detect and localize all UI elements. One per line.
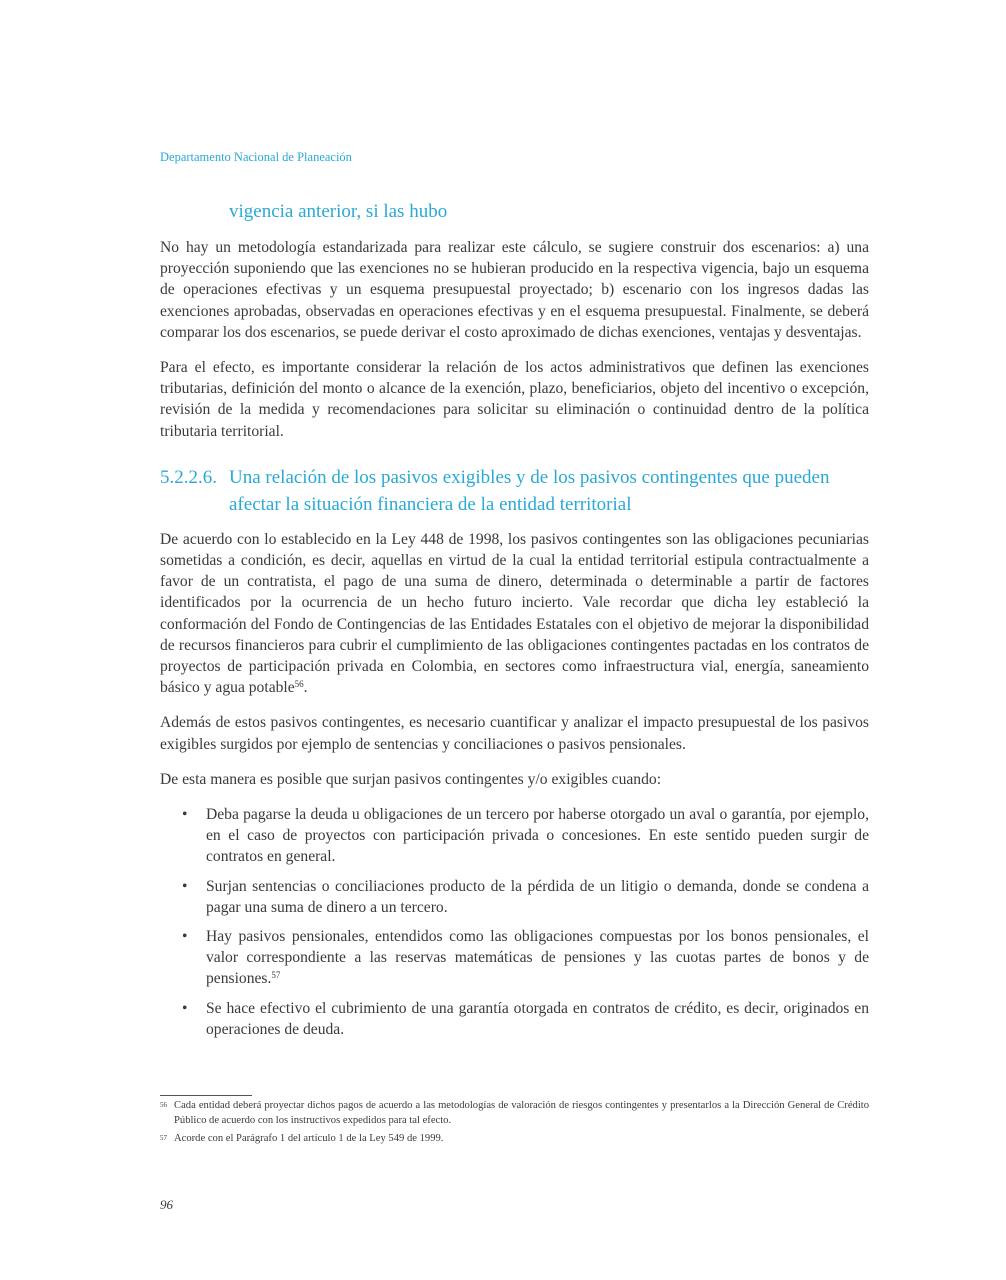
list-item-text-with-ref <box>206 926 869 990</box>
section-number: 5.2.2.6. <box>160 466 217 488</box>
footnote-ref-56[interactable]: 56 <box>294 679 304 690</box>
list-item <box>182 876 869 918</box>
footnote-number: 57 <box>160 1134 167 1142</box>
list-item-text: Hay pasivos pensionales, entendidos como las obligaciones compuestas por los bonos pensionales, el valor correspondiente a las reservas matemáticas de pensiones y las cuotas partes de bonos y de pensiones. <box>206 928 869 988</box>
paragraph-exigible-liabilities: Además de estos pasivos contingentes, es necesario cuantificar y analizar el impacto presupuestal de los pasivos exigibles surgidos por ejemplo de sentencias y conciliaciones o pasivos pensionales. <box>160 714 869 753</box>
footnotes <box>160 1099 869 1151</box>
paragraph-law-end: . <box>303 679 308 697</box>
paragraph-list-intro: De esta manera es posible que surjan pasivos contingentes y/o exigibles cuando: <box>160 770 662 788</box>
footnote-divider <box>160 1095 252 1096</box>
list-item <box>182 804 869 868</box>
list-item <box>182 998 869 1040</box>
footnote-56 <box>160 1099 869 1128</box>
bullet-icon: • <box>182 999 188 1017</box>
footnote-ref-57[interactable]: 57 <box>271 970 281 981</box>
list-item <box>182 926 869 990</box>
paragraph-administrative-acts: Para el efecto, es importante considerar la relación de los actos administrativos que definen las exenciones tributarias, definición del monto o alcance de la exención, plazo, beneficiarios, objeto del incentivo o excepción, revisión de la medida y recomendaciones para solicitar su eliminación o continuidad dentro de la política tributaria territorial. <box>160 359 869 440</box>
running-header: Departamento Nacional de Planeación <box>160 150 352 164</box>
bullet-icon: • <box>182 806 188 824</box>
footnote-57 <box>160 1132 869 1147</box>
paragraph-law-448 <box>160 529 869 699</box>
section-heading <box>160 464 869 518</box>
paragraph-methodology: No hay un metodología estandarizada para realizar este cálculo, se sugiere construir dos escenarios: a) una proyección suponiendo que las exenciones no se hubieran producido en la respectiva vigencia, bajo un esquema de operaciones efectivas y un esquema presupuestal proyectado; b) escenario con los ingresos dadas las exenciones aprobadas, observadas en operaciones efectivas y en el esquema presupuestal. Finalmente, se deberá comparar los dos escenarios, se puede derivar el costo aproximado de dichas exenciones, ventajas y desventajas. <box>160 239 869 341</box>
bullet-icon: • <box>182 928 188 946</box>
footnote-number: 56 <box>160 1101 167 1109</box>
footnote-text: Cada entidad deberá proyectar dichos pagos de acuerdo a las metodologías de valoración de riesgos contingentes y presentarlos a la Dirección General de Crédito Público de acuerdo con los instructivos expedidos para tal efecto. <box>174 1100 869 1126</box>
section-title: Una relación de los pasivos exigibles y de los pasivos contingentes que pueden afectar la situación financiera de la entidad territorial <box>229 466 830 515</box>
conditions-list <box>160 804 869 1040</box>
subsection-heading-continued: vigencia anterior, si las hubo <box>229 201 448 222</box>
list-item-text: Se hace efectivo el cubrimiento de una garantía otorgada en contratos de crédito, es decir, originados en operaciones de deuda. <box>206 999 869 1038</box>
page-body <box>160 201 869 1048</box>
paragraph-law-text: De acuerdo con lo establecido en la Ley 448 de 1998, los pasivos contingentes son las obligaciones pecuniarias sometidas a condición, es decir, aquellas en virtud de la cual la entidad territorial estipula contractualmente a favor de un contratista, el pago de una suma de dinero, determinada o determinable a partir de factores identificados por la ocurrencia de un hecho futuro incierto. Vale recordar que dicha ley estableció la conformación del Fondo de Contingencias de las Entidades Estatales con el objetivo de mejorar la disponibilidad de recursos financieros para cubrir el cumplimiento de las obligaciones contingentes pactadas en los contratos de proyectos de participación privada en Colombia, en sectores como infraestructura vial, energía, saneamiento básico y agua potable <box>160 530 869 697</box>
list-item-text: Deba pagarse la deuda u obligaciones de un tercero por haberse otorgado un aval o garantía, por ejemplo, en el caso de proyectos con participación privada o concesiones. En este sentido pueden surgir de contratos en general. <box>206 806 869 866</box>
bullet-icon: • <box>182 877 188 895</box>
list-item-text: Surjan sentencias o conciliaciones producto de la pérdida de un litigio o demanda, donde se condena a pagar una suma de dinero a un tercero. <box>206 877 869 916</box>
page-number: 96 <box>160 1197 173 1212</box>
footnote-text: Acorde con el Parágrafo 1 del artículo 1 de la Ley 549 de 1999. <box>174 1133 444 1144</box>
